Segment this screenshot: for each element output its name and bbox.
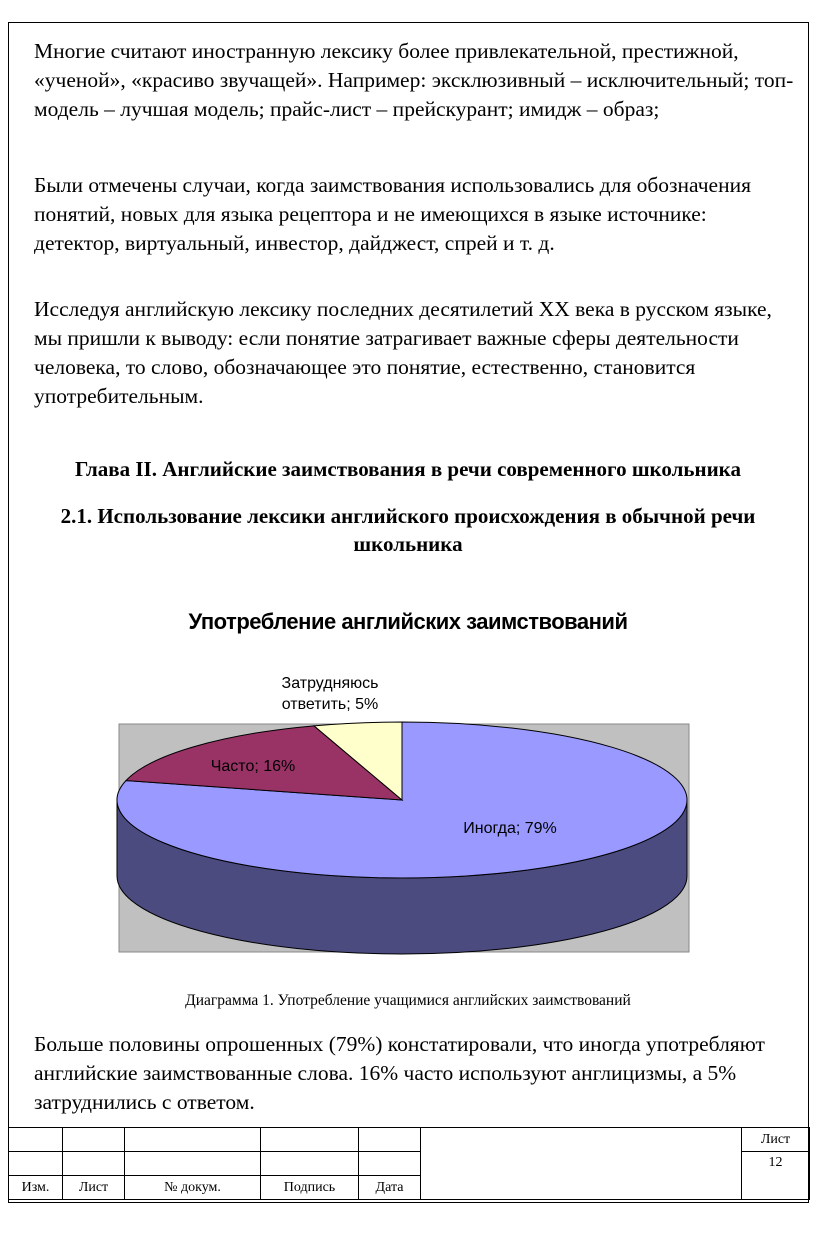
chart-caption: Диаграмма 1. Употребление учащимися английских заимствований bbox=[185, 992, 631, 1009]
stamp-cell bbox=[261, 1128, 359, 1152]
paragraph-conclusion: Исследуя английскую лексику последних десятилетий XX века в русском языке, мы пришли к выводу: если понятие затрагивает важные сферы деятельности человека, то слово, обозначающее это понятие, естественно, становится употребительным. bbox=[34, 297, 772, 408]
paragraph-new-concepts: Были отмечены случаи, когда заимствования использовались для обозначения понятий, новых для языка рецептора и не имеющихся в языке источнике: детектор, виртуальный, инвестор, дайджест, спрей и т. д. bbox=[34, 173, 751, 255]
stamp-cell bbox=[359, 1128, 421, 1152]
pie-label-иногда: Иногда; 79% bbox=[463, 820, 557, 837]
paragraph-survey-results: Больше половины опрошенных (79%) констатировали, что иногда употребляют английские заимствованные слова. 16% часто используют англицизмы, а 5% затруднились с ответом. bbox=[34, 1032, 765, 1114]
stamp-signature: Подпись bbox=[261, 1176, 359, 1200]
stamp-blank-area bbox=[421, 1128, 742, 1200]
pie-label-часто: Часто; 16% bbox=[210, 758, 296, 775]
stamp-cell bbox=[125, 1152, 261, 1176]
section-heading: 2.1. Использование лексики английского происхождения в обычной речи школьника bbox=[60, 504, 756, 556]
stamp-cell bbox=[9, 1128, 63, 1152]
sheet-number: 12 bbox=[742, 1152, 810, 1200]
paragraph-foreign-vocabulary: Многие считают иностранную лексику более привлекательной, престижной, «ученой», «красиво звучащей». Например: эксклюзивный – исключительный; топ-модель – лучшая модель; прайс-лист – прейскурант; имидж – образ; bbox=[34, 39, 794, 121]
chart-title: Употребление английских заимствований bbox=[188, 609, 628, 634]
sheet-label: Лист bbox=[742, 1128, 810, 1152]
stamp-cell bbox=[125, 1128, 261, 1152]
stamp-cell bbox=[359, 1152, 421, 1176]
stamp-cell bbox=[261, 1152, 359, 1176]
stamp-date: Дата bbox=[359, 1176, 421, 1200]
pie-label-затрудняюсь-ответить: Затрудняюсь ответить; 5% bbox=[281, 675, 379, 713]
stamp-list: Лист bbox=[63, 1176, 125, 1200]
title-block bbox=[8, 1127, 810, 1200]
chapter-heading: Глава II. Английские заимствования в речи современного школьника bbox=[75, 457, 741, 481]
stamp-doc-no: № докум. bbox=[125, 1176, 261, 1200]
stamp-cell bbox=[9, 1152, 63, 1176]
stamp-izm: Изм. bbox=[9, 1176, 63, 1200]
stamp-cell bbox=[63, 1128, 125, 1152]
stamp-cell bbox=[63, 1152, 125, 1176]
